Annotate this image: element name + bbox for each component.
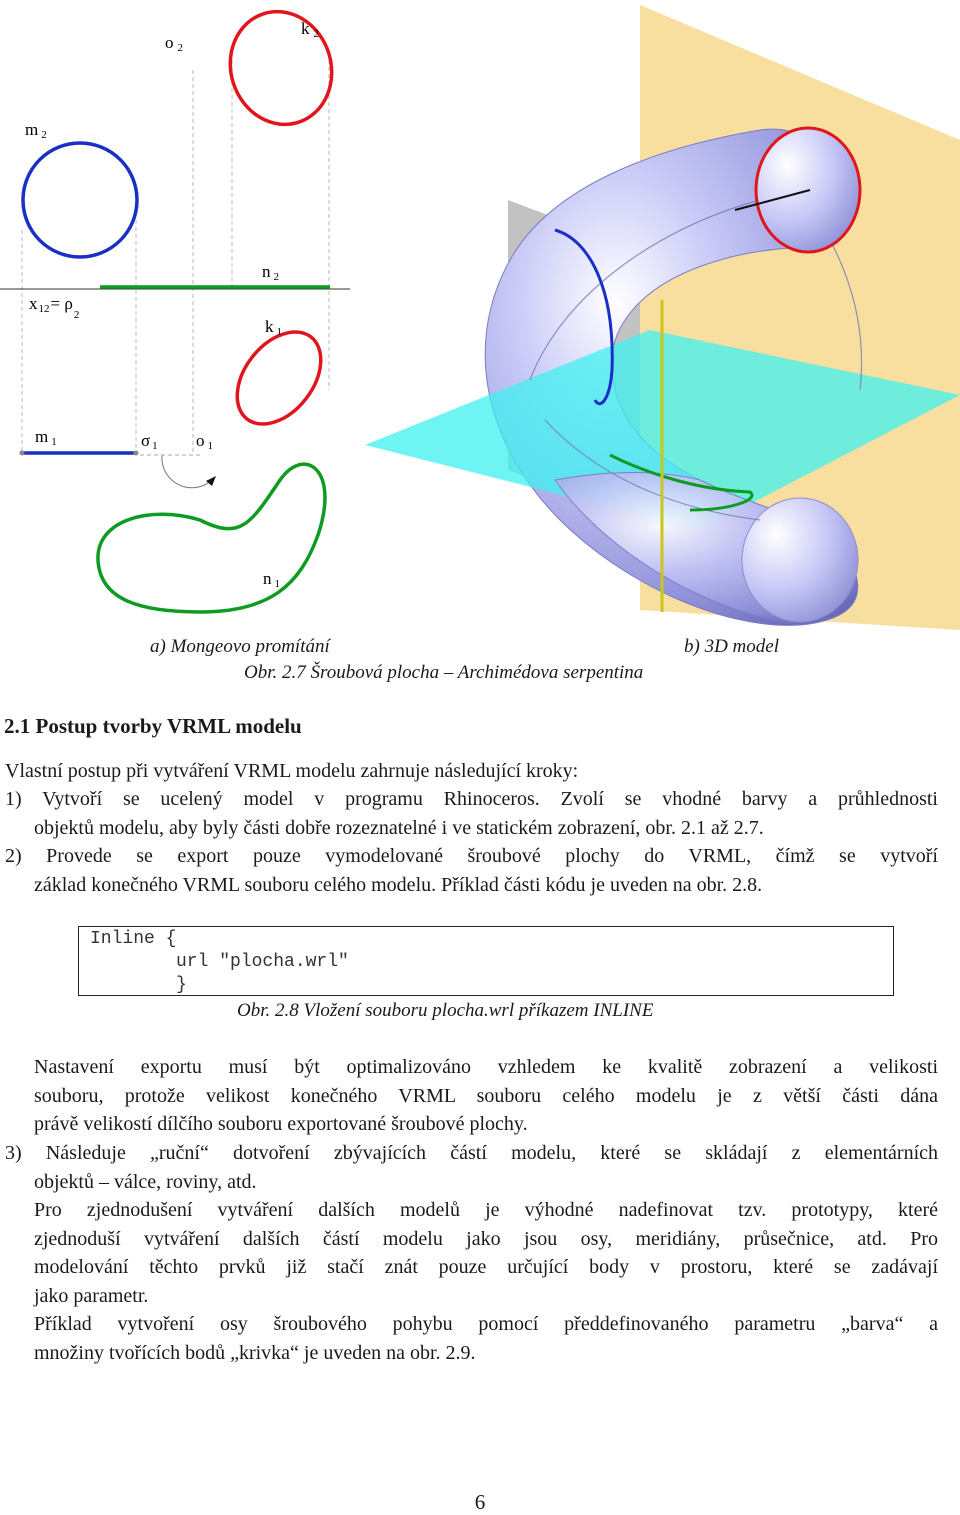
section-heading: 2.1 Postup tvorby VRML modelu: [4, 714, 302, 738]
para1-line3: právě velikostí dílčího souboru exportované šroubové plochy.: [34, 1113, 528, 1135]
m2-curve: [23, 143, 137, 257]
svg-text:o1: o 1: [196, 431, 213, 452]
sigma1-arc: [162, 455, 214, 488]
code-line-1: Inline {: [90, 929, 177, 949]
svg-text:m1: m 1: [35, 427, 57, 448]
page-number: 6: [474, 1490, 486, 1514]
figure-2-7: [0, 0, 960, 630]
intro-text: Vlastní postup při vytváření VRML modelu zahrnuje následující kroky:: [5, 760, 579, 782]
caption-b: b) 3D model: [684, 636, 779, 657]
step1-line1: 1) Vytvoří se ucelený model v programu Rhinoceros. Zvolí se vhodné barvy a průhlednosti: [5, 788, 938, 810]
para2-line4: jako parametr.: [34, 1285, 149, 1307]
tube-end-lower: [742, 498, 858, 622]
code-line-2: url "plocha.wrl": [176, 952, 349, 972]
para3-line1: Příklad vytvoření osy šroubového pohybu pomocí předdefinovaného parametru „barva“ a: [34, 1313, 938, 1335]
step1-line2: objektů modelu, aby byly části dobře rozeznatelné i ve statickém zobrazení, obr. 2.1 až 2.7.: [34, 817, 764, 839]
para1-line2: souboru, protože velikost konečného VRML souboru celého modelu je z větší části dána: [34, 1085, 938, 1107]
k2-curve: [216, 0, 346, 138]
para2-line1: Pro zjednodušení vytváření dalších modelů je výhodné nadefinovat tzv. prototypy, které: [34, 1199, 938, 1221]
code-box: [78, 926, 894, 996]
model-3d: [365, 5, 960, 630]
code-line-3: }: [176, 975, 187, 995]
svg-text:n2: n 2: [262, 262, 279, 283]
figure-2-7-caption: Obr. 2.7 Šroubová plocha – Archimédova serpentina: [244, 662, 644, 683]
svg-text:σ1: σ 1: [141, 431, 158, 452]
para1-line1: Nastavení exportu musí být optimalizováno vzhledem ke kvalitě zobrazení a velikosti: [34, 1056, 938, 1078]
svg-text:x12= ρ2: $x12= \rho_2$: [29, 294, 80, 321]
step2-line1: 2) Provede se export pouze vymodelované šroubové plochy do VRML, čímž se vytvoří: [5, 845, 938, 867]
svg-text:n1: n 1: [263, 569, 280, 590]
figure-2-8-caption: Obr. 2.8 Vložení souboru plocha.wrl příkazem INLINE: [237, 1000, 654, 1021]
monge-projection: [0, 0, 350, 612]
para3-line2: množiny tvořících bodů „krivka“ je uveden na obr. 2.9.: [34, 1342, 476, 1364]
svg-text:k1: k 1: [265, 317, 282, 338]
svg-text:k2: k 2: [301, 19, 319, 40]
para2-line3: modelování těchto prvků již stačí znát pouze určující body v prostoru, které se zadávají: [34, 1256, 938, 1278]
svg-text:m2: m 2: [25, 120, 47, 141]
step2-line2: základ konečného VRML souboru celého modelu. Příklad části kódu je uveden na obr. 2.8.: [34, 874, 763, 896]
n1-curve: [98, 464, 325, 612]
svg-text:o2: o 2: [165, 33, 183, 54]
para2-line2: zjednoduší vytváření dalších částí modelu jako jsou osy, meridiány, průsečnice, atd. Pro: [34, 1228, 938, 1250]
step3-line2: objektů – válce, roviny, atd.: [34, 1171, 257, 1193]
step3-line1: 3) Následuje „ruční“ dotvoření zbývajících částí modelu, které se skládají z elementárních: [5, 1142, 938, 1164]
caption-a: a) Mongeovo promítání: [150, 636, 330, 657]
sigma1-arrow: [206, 476, 216, 486]
